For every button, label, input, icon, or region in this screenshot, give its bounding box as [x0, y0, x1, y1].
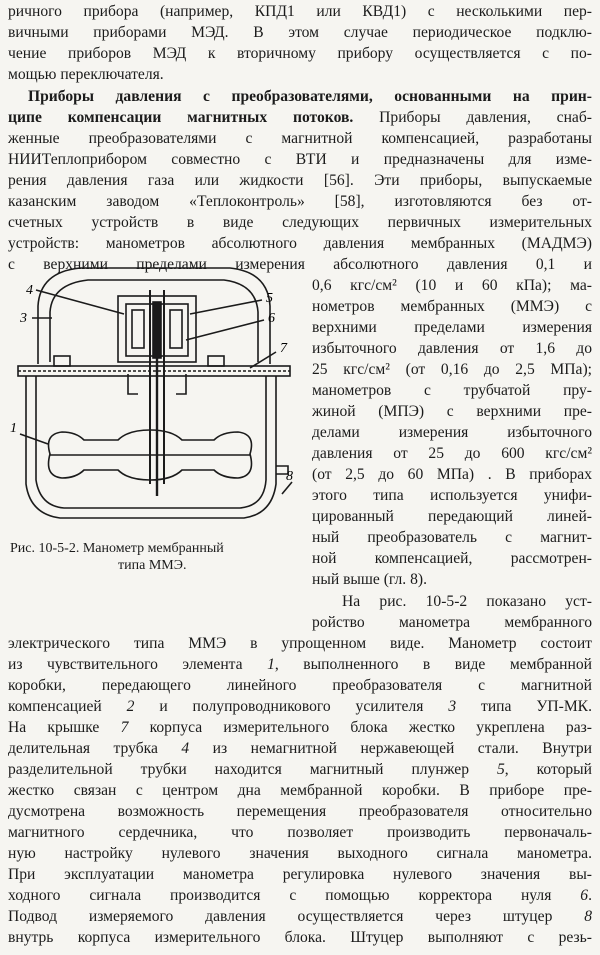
text-line: женные преобразователями с магнитной компенсацией, разработаны: [8, 130, 592, 147]
text-line: с верхними пределами измерения абсолютного давления 0,1 и: [8, 256, 592, 273]
text-line: [8, 907, 592, 927]
text-line: рения давления газа или жидкости [56]. Эти приборы, выпускаемые: [8, 172, 592, 189]
text-line: чение приборов МЭД к вторичному прибору осуществляется с по-: [8, 45, 592, 62]
label-3: 3: [20, 311, 27, 326]
leader-1: [20, 434, 48, 444]
text-span: корпуса измерительного блока жестко укреплена раз-: [128, 719, 592, 736]
text-line: ричного прибора (например, КПД1 или КВД1) с несколькими пер-: [8, 3, 592, 20]
text-line: ный преобразователь с магнит-: [312, 529, 592, 546]
ref-number: 7: [120, 719, 129, 736]
figure-caption: Рис. 10-5-2. Манометр мембранный: [10, 541, 224, 556]
magnetic-plunger: [153, 302, 161, 358]
text-line: ный выше (гл. 8).: [312, 571, 427, 588]
figure-caption-line2: типа ММЭ.: [118, 558, 187, 573]
ref-number: 2: [126, 698, 135, 715]
text-line: дусмотрена возможность перемещения преобразователя относительно: [8, 803, 592, 820]
text-line: На рис. 10-5-2 показано уст-: [342, 593, 592, 610]
text-line: жестко связан с центром дна мембранной коробки. В приборе пре-: [8, 782, 592, 799]
text-line: счетных устройств в виде следующих первичных измерительных: [8, 214, 592, 231]
section-heading: Приборы давления с преобразователями, основанными на прин-: [28, 88, 592, 105]
text-line: НИИТеплоприбором совместно с ВТИ и предназначены для изме-: [8, 151, 592, 168]
ref-number: 5: [496, 761, 505, 778]
text-line: казанским заводом «Теплоконтроль» [58], изготовляются без от-: [8, 193, 592, 210]
ref-number: 6: [580, 887, 589, 904]
text-line: [8, 739, 592, 759]
text-span: типа УП-МК.: [456, 698, 592, 715]
bracket: [176, 374, 186, 394]
text-span: , который: [504, 761, 592, 778]
text-line: 25 кгс/см² (от 0,16 до 2,5 МПа);: [312, 361, 592, 378]
label-5: 5: [266, 291, 273, 306]
text-line: При эксплуатации манометра регулировка нулевого значения вы-: [8, 866, 592, 883]
label-4: 4: [26, 283, 33, 298]
label-8: 8: [286, 469, 293, 484]
text-span: из немагнитной нержавеющей стали. Внутри: [189, 740, 592, 757]
manometer-diagram: [0, 244, 305, 534]
text-span: , выполненного в виде мембранной: [274, 656, 592, 673]
text-line: магнитного сердечника, что позволяет производить первоначаль-: [8, 824, 592, 841]
text-span: делительная трубка: [8, 740, 182, 757]
foot: [54, 356, 70, 366]
section-heading-end: ципе компенсации магнитных потоков.: [8, 109, 354, 126]
text-line: вичными приборами МЭД. В этом случае периодическое подклю-: [8, 24, 592, 41]
text-line: жиной (МПЭ) с верхними пре-: [312, 403, 592, 420]
leader-5: [190, 300, 262, 314]
text-line: устройств: манометров абсолютного давления мембранных (МАДМЭ): [8, 235, 592, 252]
bracket: [128, 374, 138, 394]
leader-6: [186, 320, 264, 340]
text-line: 0,6 кгс/см² (10 и 60 кПа); ма-: [312, 277, 592, 294]
text-line: (от 2,5 до 60 МПа) . В приборах: [312, 466, 592, 483]
text-span: ходного сигнала производится с помощью корректора нуля: [8, 887, 581, 904]
text-line: ройство манометра мембранного: [312, 614, 592, 631]
coil: [170, 310, 182, 348]
text-line: цированный передающий линей-: [312, 508, 592, 525]
label-6: 6: [268, 311, 275, 326]
text-line: мощью переключателя.: [8, 66, 164, 83]
text-span: и полупроводникового усилителя: [134, 698, 449, 715]
text-line: манометров с трубчатой пру-: [312, 382, 592, 399]
text-line: избыточного давления от 1,6 до: [312, 340, 592, 357]
text-line: давления от 25 до 600 кгс/см²: [312, 445, 592, 462]
label-7: 7: [280, 341, 287, 356]
ref-number: 4: [181, 740, 190, 757]
text-span: Подвод измеряемого давления осуществляется через штуцер: [8, 908, 585, 925]
text-span: из чувствительного элемента: [8, 656, 268, 673]
text-line: [8, 655, 592, 675]
leader-4: [36, 290, 124, 314]
ref-number: 3: [448, 698, 457, 715]
text-line: этого типа используется унифи-: [312, 487, 592, 504]
text-line: ной компенсацией, рассмотрен-: [312, 550, 592, 567]
text-line: внутрь корпуса измерительного блока. Штуцер выполняют с резь-: [8, 929, 592, 946]
text-line: [8, 718, 592, 738]
text-line: коробки, передающего линейного преобразователя с магнитной: [8, 677, 592, 694]
ref-number: 8: [584, 908, 592, 925]
foot: [208, 356, 224, 366]
text-line: [8, 697, 592, 717]
text-span: На крышке: [8, 719, 121, 736]
ref-number: 1: [267, 656, 275, 673]
text-line: [8, 108, 592, 128]
text-line: верхними пределами измерения: [312, 319, 592, 336]
text-span: Приборы давления, снаб-: [353, 109, 592, 126]
coil: [132, 310, 144, 348]
text-line: нометров мембранных (ММЭ) с: [312, 298, 592, 315]
text-line: [8, 760, 592, 780]
text-line: ную настройку нулевого значения выходного сигнала манометра.: [8, 845, 592, 862]
text-span: разделительной трубки находится магнитный плунжер: [8, 761, 497, 778]
text-line: электрического типа ММЭ в упрощенном виде. Манометр состоит: [8, 635, 592, 652]
text-span: .: [588, 887, 592, 904]
text-line: делами измерения избыточного: [312, 424, 592, 441]
label-1: 1: [10, 421, 17, 436]
text-span: компенсацией: [8, 698, 127, 715]
text-line: [8, 886, 592, 906]
